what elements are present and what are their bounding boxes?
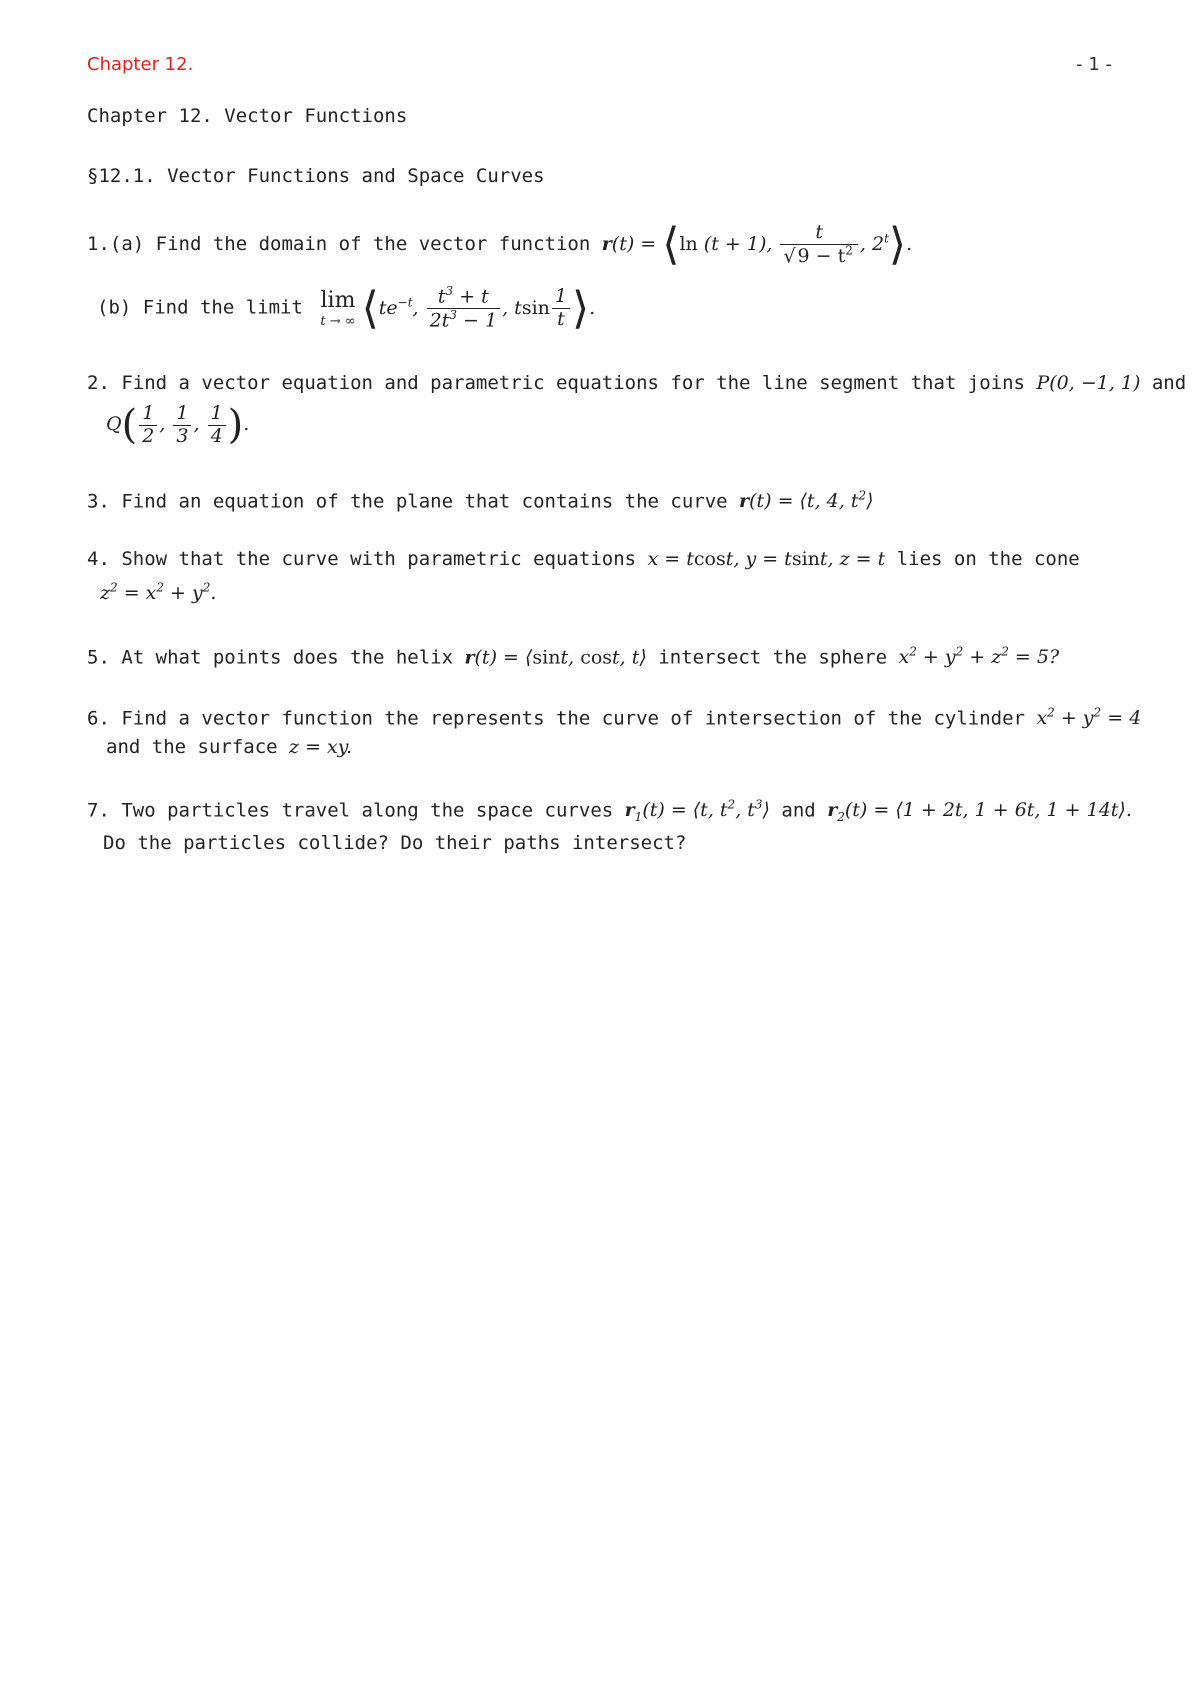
problem-7-text: 7. Two particles travel along the space curves (87, 799, 614, 822)
problem-4-lies: lies on the cone (896, 548, 1080, 570)
problem-7-line1 (87, 798, 1132, 824)
problem-1b-text: (b) Find the limit (97, 296, 303, 319)
problem-5-text: 5. At what points does the helix (87, 646, 454, 669)
problem-6-surface: z = xy. (289, 736, 353, 758)
problem-7-curve1: $r_1(t)$ = ⟨t, $t^2$, $t^3⟩$ (624, 798, 770, 825)
problem-6-text2: and the surface (106, 736, 278, 758)
problem-2-point-p: P(0, −1, 1) (1036, 372, 1141, 394)
problem-7-and: and (781, 799, 816, 822)
problem-1a-text: 1.(a) Find the domain of the vector function (87, 233, 591, 256)
problem-2-line2 (106, 403, 249, 448)
problem-5-mid: intersect the sphere (658, 646, 888, 669)
problem-6-line1 (87, 706, 1141, 729)
problem-6-text: 6. Find a vector function the represents the curve of intersection of the cylinder (87, 707, 1025, 730)
section-title: §12.1. Vector Functions and Space Curves (87, 165, 545, 187)
chapter-title: Chapter 12. Vector Functions (87, 105, 408, 127)
page-number: - 1 - (1076, 54, 1112, 75)
problem-2-point-q: Q( $\frac{1}{2}$ , $\frac{1}{3}$ , $\frac{1}{4}$ ). (106, 402, 250, 449)
problem-3 (87, 489, 874, 512)
problem-7-line2: Do the particles collide? Do their paths intersect? (103, 832, 687, 854)
problem-5 (87, 645, 1059, 668)
problem-1a-formula: r(t) = ⟨ln (t + 1), $\frac{t}{√ 9 - t^2}$ , 2$^t$⟩. (601, 219, 913, 271)
problem-1b-formula: lim t → ∞ $⟨te^{-t}$, $\frac{t^3 + t}{2t^3 - 1}$ , tsin $\frac{1}{t}$ ⟩. (320, 282, 596, 334)
problem-5-sphere: $x^2 + y^2 + z^2 = 5$? (898, 645, 1060, 669)
problem-2-text: 2. Find a vector equation and parametric equations for the line segment that joins (87, 372, 1025, 394)
problem-4-line2 (100, 581, 216, 604)
problem-2-and: and (1151, 372, 1187, 394)
problem-1b (97, 282, 596, 334)
problem-3-text: 3. Find an equation of the plane that contains the curve (87, 490, 728, 513)
problem-7-curve2: $r_2(t)$ = ⟨1 + 2t, 1 + 6t, 1 + 14t⟩. (827, 799, 1132, 825)
problem-4-line1 (87, 548, 1080, 570)
problem-4-equations: x = tcost, y = tsint, z = t (647, 548, 886, 570)
problem-3-formula: r(t) = ⟨t, 4, $t^2⟩$ (739, 489, 874, 513)
problem-2-line1 (87, 372, 1186, 394)
problem-5-helix: r(t) = ⟨sint, cost, t⟩ (464, 646, 647, 669)
problem-6-line2 (106, 736, 352, 758)
problem-4-cone: $z^2 = x^2 + y^2$. (100, 581, 217, 605)
chapter-header: Chapter 12. (87, 54, 194, 75)
problem-1a (87, 219, 913, 271)
problem-4-text: 4. Show that the curve with parametric equations (87, 548, 637, 570)
problem-6-cylinder: $x^2 + y^2 = 4$ (1036, 706, 1142, 730)
